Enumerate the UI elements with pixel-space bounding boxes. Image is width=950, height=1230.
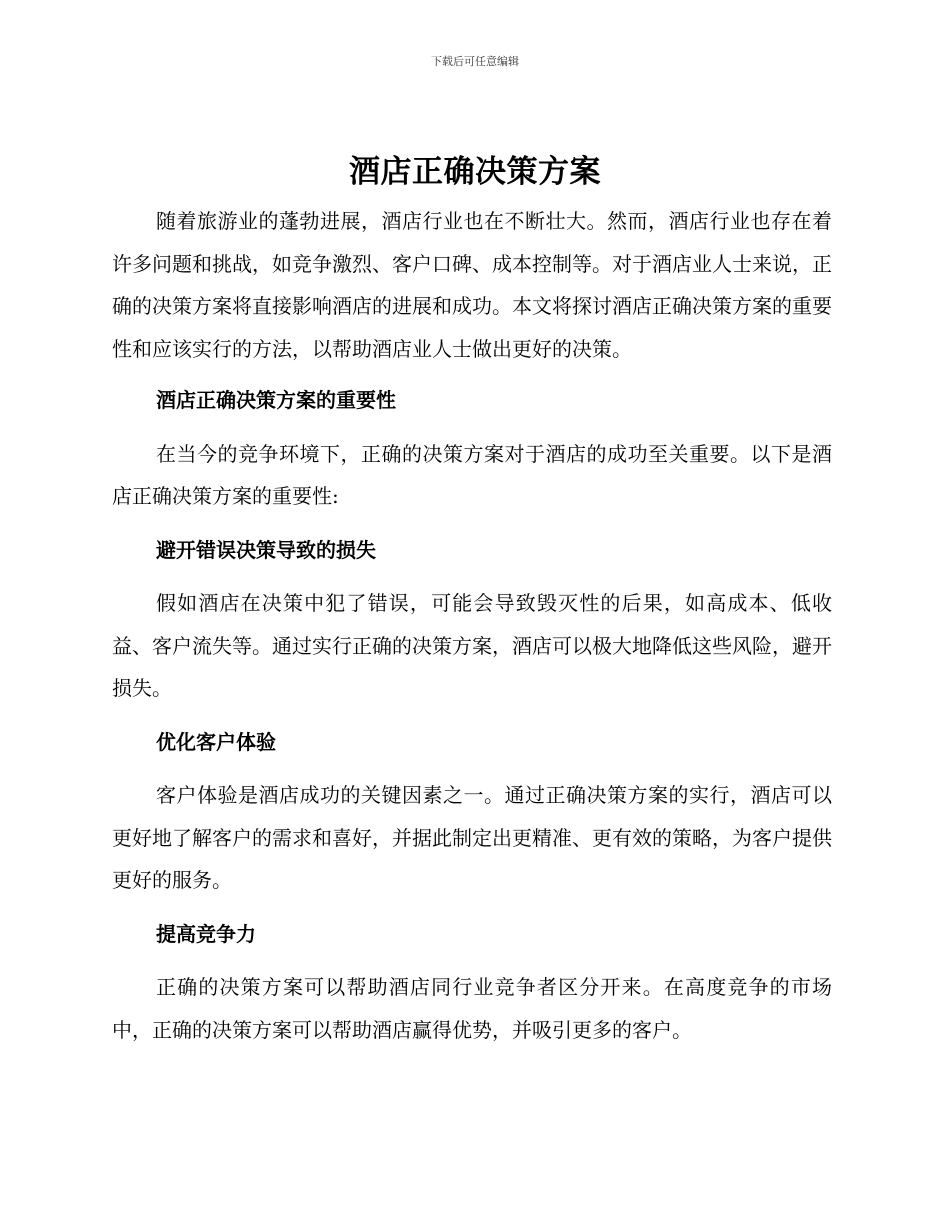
section-text-importance: 在当今的竞争环境下，正确的决策方案对于酒店的成功至关重要。以下是酒店正确决策方案的重要性:	[112, 441, 832, 508]
section-heading-importance: 酒店正确决策方案的重要性	[156, 388, 396, 412]
document-title: 酒店正确决策方案	[349, 154, 601, 190]
section-heading-competitiveness: 提高竞争力	[156, 921, 256, 946]
header-note: 下载后可任意编辑	[431, 55, 519, 68]
section-heading-avoid-loss: 避开错误决策导致的损失	[156, 537, 376, 562]
section-text-avoid-loss: 假如酒店在决策中犯了错误，可能会导致毁灭性的后果，如高成本、低收益、客户流失等。通过实行正确的决策方案，酒店可以极大地降低这些风险，避开损失。	[112, 591, 832, 700]
section-text-customer-experience: 客户体验是酒店成功的关键因素之一。通过正确决策方案的实行，酒店可以更好地了解客户的需求和喜好，并据此制定出更精准、更有效的策略，为客户提供更好的服务。	[112, 783, 832, 892]
section-text-competitiveness: 正确的决策方案可以帮助酒店同行业竞争者区分开来。在高度竞争的市场中，正确的决策方案可以帮助酒店赢得优势，并吸引更多的客户。	[112, 975, 832, 1042]
section-heading-customer-experience: 优化客户体验	[156, 729, 276, 754]
document-body	[112, 200, 832, 1051]
intro-paragraph: 随着旅游业的蓬勃进展，酒店行业也在不断壮大。然而，酒店行业也存在着许多问题和挑战，如竞争激烈、客户口碑、成本控制等。对于酒店业人士来说，正确的决策方案将直接影响酒店的进展和成功。本文将探讨酒店正确决策方案的重要性和应该实行的方法，以帮助酒店业人士做出更好的决策。	[112, 209, 832, 361]
